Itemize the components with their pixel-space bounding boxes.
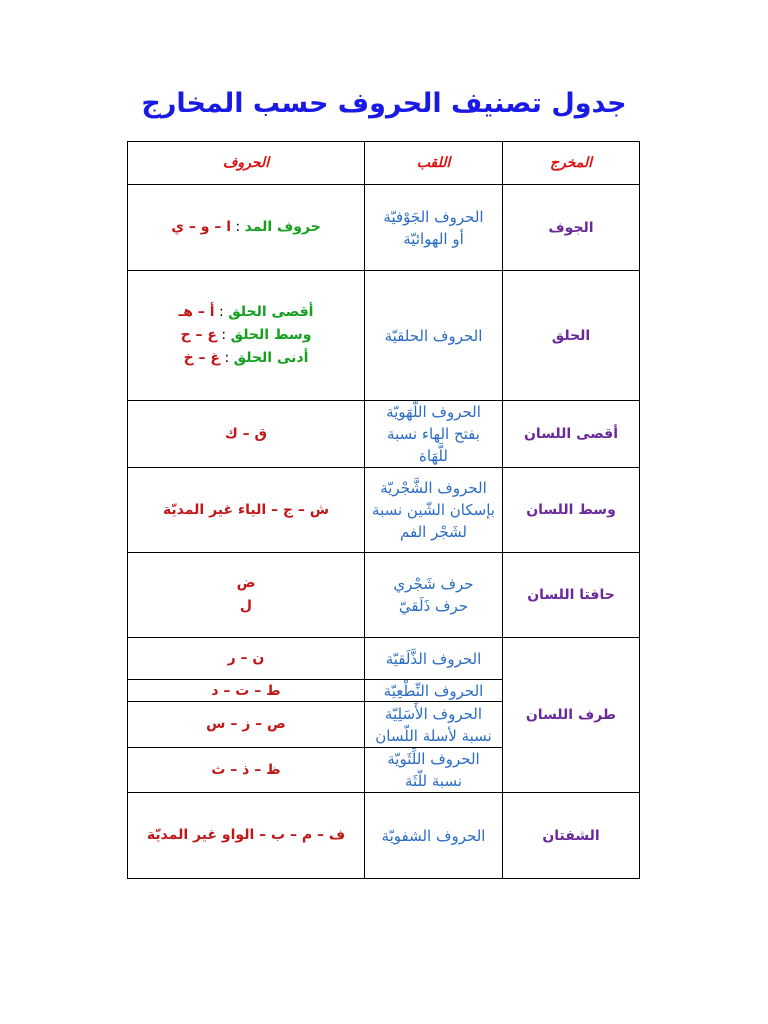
huruf-cell: ظ – ذ – ث [128, 748, 365, 793]
makhraj-cell: طرف اللسان [503, 638, 640, 793]
laqab-line: الحروف اللِّثَويّة [387, 750, 480, 768]
laqab-cell [365, 793, 503, 879]
makharij-table [127, 141, 640, 879]
huruf-value: أ – هـ [178, 304, 215, 320]
makhraj-cell: أقصى اللسان [503, 401, 640, 468]
laqab-cell [365, 185, 503, 271]
laqab-line: الحروف الجَوْفيّة [383, 207, 484, 226]
page-title: جدول تصنيف الحروف حسب المخارج [141, 88, 627, 119]
makhraj-cell: الحلق [503, 271, 640, 401]
huruf-line [132, 301, 360, 324]
header-huruf: الحروف [128, 142, 365, 185]
laqab-line: الحروف النِّطْعِيّة [383, 681, 484, 700]
huruf-label: أدنى الحلق [233, 350, 309, 366]
laqab-line: لشَجْر الفم [400, 523, 467, 541]
huruf-separator: : [220, 350, 234, 366]
laqab-cell [365, 638, 503, 680]
laqab-line: الحروف اللَّهَويّة [386, 403, 481, 421]
huruf-label: وسط الحلق [230, 327, 312, 343]
laqab-line: للَّهَاة [419, 447, 448, 465]
laqab-line: نسبة للّثَة [405, 772, 462, 790]
laqab-line: الحروف الذَّلَقيّة [385, 649, 482, 668]
laqab-line: الحروف الشفويّة [381, 826, 486, 845]
huruf-cell [128, 185, 365, 271]
huruf-line: ض [236, 575, 256, 591]
table-row [128, 553, 640, 638]
huruf-cell: ش – ج – الياء غير المديّة [128, 468, 365, 553]
laqab-line: الحروف الحلقيّة [384, 326, 483, 345]
laqab-line: بفتح الهاء نسبة [387, 425, 480, 443]
header-laqab: اللقب [365, 142, 503, 185]
huruf-cell: ص – ز – س [128, 702, 365, 748]
table-row [128, 185, 640, 271]
laqab-line: حرف شَجْري [393, 575, 474, 593]
laqab-cell [365, 468, 503, 553]
laqab-line: بإسكان الشّين نسبة [372, 501, 495, 519]
laqab-line: الحروف الأَسَلِيّة [384, 704, 483, 723]
makhraj-cell: حافتا اللسان [503, 553, 640, 638]
table-row [128, 793, 640, 879]
huruf-line [132, 324, 360, 347]
makhraj-cell: الشفتان [503, 793, 640, 879]
makhraj-cell: وسط اللسان [503, 468, 640, 553]
header-makhraj: المخرج [503, 142, 640, 185]
laqab-cell [365, 680, 503, 702]
huruf-value: ع – ح [180, 327, 217, 343]
laqab-line: الحروف الشَّجْريّة [380, 479, 487, 497]
huruf-cell: ط – ت – د [128, 680, 365, 702]
laqab-cell [365, 553, 503, 638]
laqab-cell [365, 702, 503, 748]
huruf-value: ا – و – ي [171, 219, 232, 235]
huruf-cell: ق – ك [128, 401, 365, 468]
laqab-line: حرف ذَلَقيّ [398, 597, 469, 615]
table-row [128, 401, 640, 468]
huruf-cell [128, 271, 365, 401]
huruf-cell [128, 553, 365, 638]
huruf-cell: ف – م – ب – الواو غير المديّة [128, 793, 365, 879]
huruf-separator: : [231, 219, 245, 235]
laqab-cell [365, 748, 503, 793]
laqab-cell [365, 271, 503, 401]
header-row [128, 142, 640, 185]
laqab-cell [365, 401, 503, 468]
huruf-label: حروف المد [244, 219, 321, 235]
huruf-cell: ن – ر [128, 638, 365, 680]
makhraj-cell: الجوف [503, 185, 640, 271]
laqab-line: نسبة لأسلة اللّسان [375, 726, 492, 745]
huruf-line [132, 347, 360, 370]
huruf-value: غ – خ [183, 350, 220, 366]
huruf-label: أقصى الحلق [228, 304, 314, 320]
table-row [128, 271, 640, 401]
huruf-separator: : [216, 327, 231, 343]
table-row [128, 468, 640, 553]
laqab-line: أو الهوائيّة [403, 229, 464, 248]
huruf-separator: : [214, 304, 229, 320]
table-row [128, 638, 640, 680]
huruf-line: ل [239, 598, 253, 614]
